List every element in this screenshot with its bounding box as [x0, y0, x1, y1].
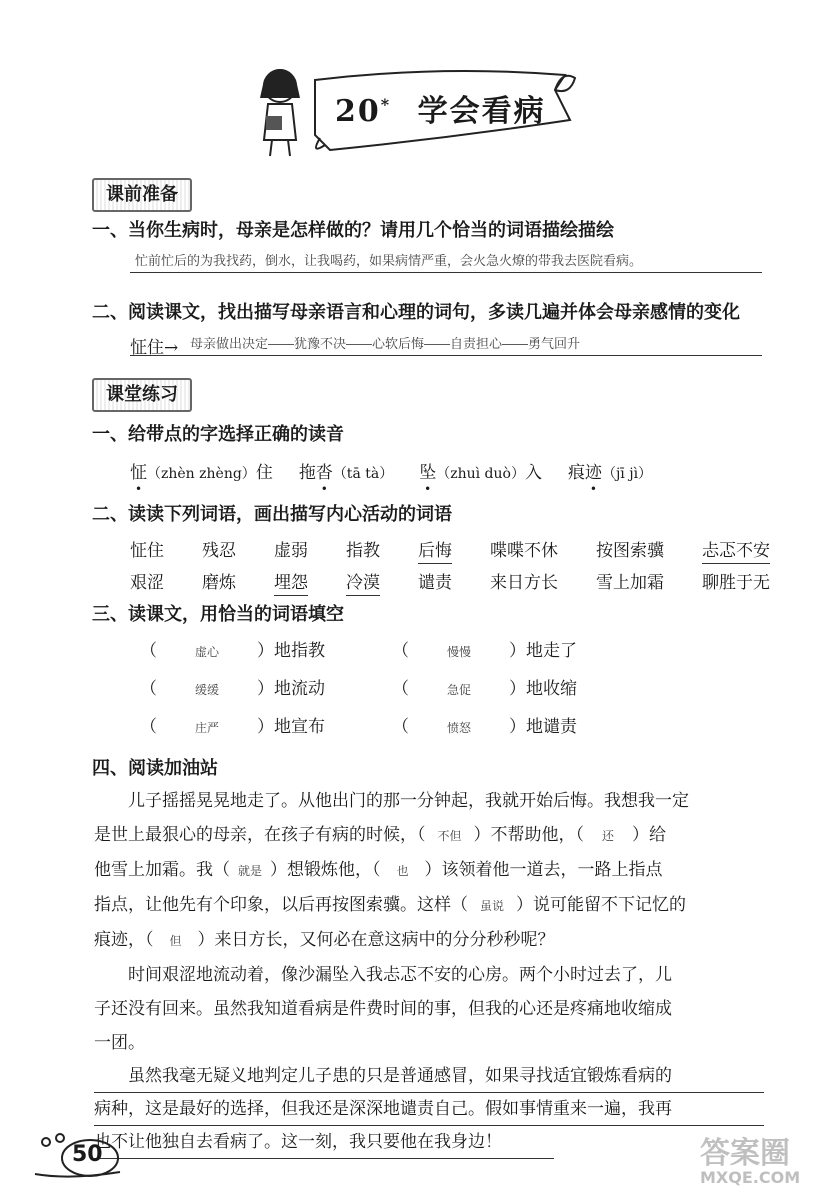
- pinyin-item: 拖沓（tā tà）: [298, 463, 394, 483]
- practice-question-4: 四、阅读加油站: [92, 758, 218, 779]
- word: 残忍: [202, 541, 236, 561]
- passage-line: 指点，让他先有个印象，以后再按图索骥。这样（ 虽说 ）说可能留不下记忆的: [94, 895, 686, 915]
- passage-line: 一团。: [94, 1033, 145, 1053]
- lesson-title: [335, 86, 546, 130]
- word-underlined: 后悔: [418, 536, 452, 564]
- girl-illustration-icon: [250, 58, 310, 158]
- passage-line: 时间艰涩地流动着，像沙漏坠入我忐忑不安的心房。两个小时过去了，儿: [128, 965, 672, 985]
- fill-blank: （ 庄严 ）地宣布: [140, 717, 325, 737]
- passage-line: 是世上最狠心的母亲，在孩子有病的时候，（ 不但 ）不帮助他，（ 还 ）给: [94, 825, 666, 845]
- prep-q2-prefix: 怔住→: [130, 338, 179, 358]
- word-underlined: 埋怨: [274, 568, 308, 596]
- practice-question-1: 一、给带点的字选择正确的读音: [92, 424, 344, 445]
- word: 艰涩: [130, 573, 164, 593]
- word: 怔住: [130, 541, 164, 561]
- pinyin-row: [130, 458, 750, 483]
- word: 虚弱: [274, 541, 308, 561]
- word-underlined: 忐忑不安: [702, 536, 770, 564]
- lesson-title-text: 学会看病: [417, 94, 546, 129]
- answer-line: [130, 355, 762, 356]
- words-row-1: [130, 536, 770, 564]
- fill-blank: （ 愤怒 ）地谴责: [392, 717, 577, 737]
- prep-question-1: 一、当你生病时，母亲是怎样做的？请用几个恰当的词语描绘描绘: [92, 220, 614, 241]
- word: 指教: [346, 541, 380, 561]
- fill-blank: （ 急促 ）地收缩: [392, 679, 577, 699]
- passage-line: 儿子摇摇晃晃地走了。从他出门的那一分钟起，我就开始后悔。我想我一定: [128, 791, 689, 811]
- pinyin-item: 坠（zhuì duò）入: [419, 463, 542, 483]
- section-practice-label: 课堂练习: [92, 378, 192, 412]
- word: 按图索骥: [596, 541, 664, 561]
- practice-question-3: 三、读课文，用恰当的词语填空: [92, 604, 344, 625]
- watermark-url: MXQE.COM: [700, 1168, 801, 1187]
- passage-line: 子还没有回来。虽然我知道看病是件费时间的事，但我的心还是疼痛地收缩成: [94, 999, 672, 1019]
- prep-answer-2: 母亲做出决定——犹豫不决——心软后悔——自责担心——勇气回升: [190, 336, 581, 351]
- watermark-logo: 答案圈: [700, 1136, 790, 1171]
- passage-line: 他雪上加霜。我（ 就是 ）想锻炼他，（ 也 ）该领着他一道去，一路上指点: [94, 860, 663, 880]
- reading-passage: [94, 784, 764, 1159]
- words-row-2: [130, 568, 770, 596]
- passage-line-underlined: 虽然我毫无疑义地判定儿子患的只是普通感冒，如果寻找适宜锻炼看病的: [94, 1060, 764, 1093]
- word: 雪上加霜: [596, 573, 664, 593]
- passage-line-underlined: 病种，这是最好的选择，但我还是深深地谴责自己。假如事情重来一遍，我再: [94, 1093, 764, 1126]
- lesson-star: *: [380, 95, 392, 114]
- fill-blank: （ 缓缓 ）地流动: [140, 679, 325, 699]
- pinyin-item: 怔（zhèn zhèng）住: [130, 463, 273, 483]
- word: 谴责: [418, 573, 452, 593]
- practice-question-2: 二、读读下列词语，画出描写内心活动的词语: [92, 504, 452, 525]
- word: 聊胜于无: [702, 573, 770, 593]
- prep-question-2: 二、阅读课文，找出描写母亲语言和心理的词句，多读几遍并体会母亲感情的变化: [92, 302, 740, 323]
- fill-blank: （ 慢慢 ）地走了: [392, 641, 577, 661]
- answer-line: [130, 272, 762, 273]
- word: 来日方长: [490, 573, 558, 593]
- passage-line-underlined: 也不让他独自去看病了。这一刻，我只要他在我身边！: [94, 1126, 554, 1159]
- word: 喋喋不休: [490, 541, 558, 561]
- page-number: 50: [72, 1142, 103, 1167]
- section-prep-label: 课前准备: [92, 178, 192, 212]
- lesson-number: 20: [335, 94, 381, 129]
- passage-line: 痕迹，（ 但 ）来日方长，又何必在意这病中的分分秒秒呢？: [94, 930, 555, 950]
- pinyin-item: 痕迹（jī jì）: [567, 463, 653, 483]
- fill-blank: （ 虚心 ）地指教: [140, 641, 325, 661]
- word: 磨炼: [202, 573, 236, 593]
- prep-answer-1: 忙前忙后的为我找药，倒水，让我喝药，如果病情严重，会火急火燎的带我去医院看病。: [135, 253, 643, 268]
- word-underlined: 冷漠: [346, 568, 380, 596]
